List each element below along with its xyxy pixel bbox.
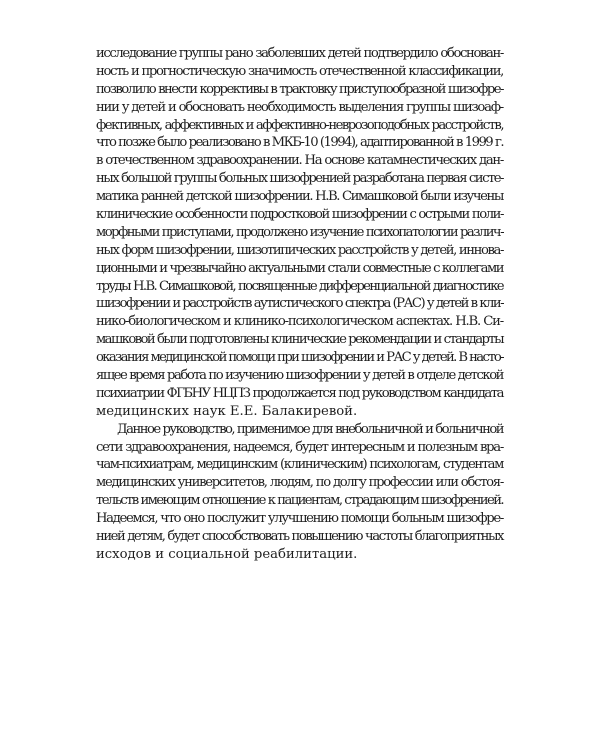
text-line: морфными приступами, продолжено изучение психопатологии различ-	[96, 224, 503, 240]
text-line: исходов и социальной реабилитации.	[96, 546, 358, 562]
paragraph-2	[96, 421, 503, 564]
text-line: машковой были подготовлены клинические рекомендации и стандарты	[96, 332, 503, 348]
paragraph-1	[96, 45, 503, 421]
text-line: ных большой группы больных шизофренией разработана первая систе-	[96, 171, 503, 187]
text-line: что позже было реализовано в МКБ-10 (1994), адаптированной в 1999 г.	[96, 135, 503, 151]
text-line: ящее время работа по изучению шизофрении у детей в отделе детской	[96, 368, 503, 384]
text-line: тельств имеющим отношение к пациентам, страдающим шизофренией.	[96, 493, 503, 509]
text-line: труды Н.В. Симашковой, посвященные дифференциальной диагностике	[96, 278, 503, 294]
text-line: психиатрии ФГБНУ НЦПЗ продолжается под руководством кандидата	[96, 385, 503, 401]
text-line: позволило внести коррективы в трактовку приступообразной шизофре-	[96, 81, 503, 97]
text-line: шизофрении и расстройств аутистического спектра (РАС) у детей в кли-	[96, 296, 503, 312]
text-line: ность и прогностическую значимость отечественной классификации,	[96, 63, 503, 79]
text-line: клинические особенности подростковой шизофрении с острыми поли-	[96, 207, 503, 223]
text-line: Данное руководство, применимое для внебольничной и больничной	[117, 421, 503, 437]
text-line: оказания медицинской помощи при шизофрении и РАС у детей. В насто-	[96, 350, 503, 366]
text-line: медицинских университетов, людям, по долгу профессии или обстоя-	[96, 475, 503, 491]
text-line: нии у детей и обосновать необходимость выделения группы шизоаф-	[96, 99, 503, 115]
text-line: матика ранней детской шизофрении. Н.В. Симашковой были изучены	[96, 189, 503, 205]
text-line: нико-биологическом и клинико-психологическом аспектах. Н.В. Си-	[96, 314, 503, 330]
text-line: в отечественном здравоохранении. На основе катамнестических дан-	[96, 153, 503, 169]
text-line: исследование группы рано заболевших детей подтвердило обоснован-	[96, 46, 503, 61]
text-line: ных форм шизофрении, шизотипических расстройств у детей, иннова-	[96, 242, 503, 258]
body-text	[96, 45, 503, 564]
text-line: медицинских наук Е.Е. Балакиревой.	[96, 403, 358, 419]
text-line: Надеемся, что оно послужит улучшению помощи больным шизофре-	[96, 511, 503, 527]
text-line: нией детям, будет способствовать повышению частоты благоприятных	[96, 529, 503, 545]
text-line: фективных, аффективных и аффективно-неврозоподобных расстройств,	[96, 117, 503, 133]
text-line: чам-психиатрам, медицинским (клиническим) психологам, студентам	[96, 457, 503, 473]
text-line: сети здравоохранения, надеемся, будет интересным и полезным вра-	[96, 439, 503, 455]
text-line: ционными и чрезвычайно актуальными стали совместные с коллегами	[96, 260, 503, 276]
